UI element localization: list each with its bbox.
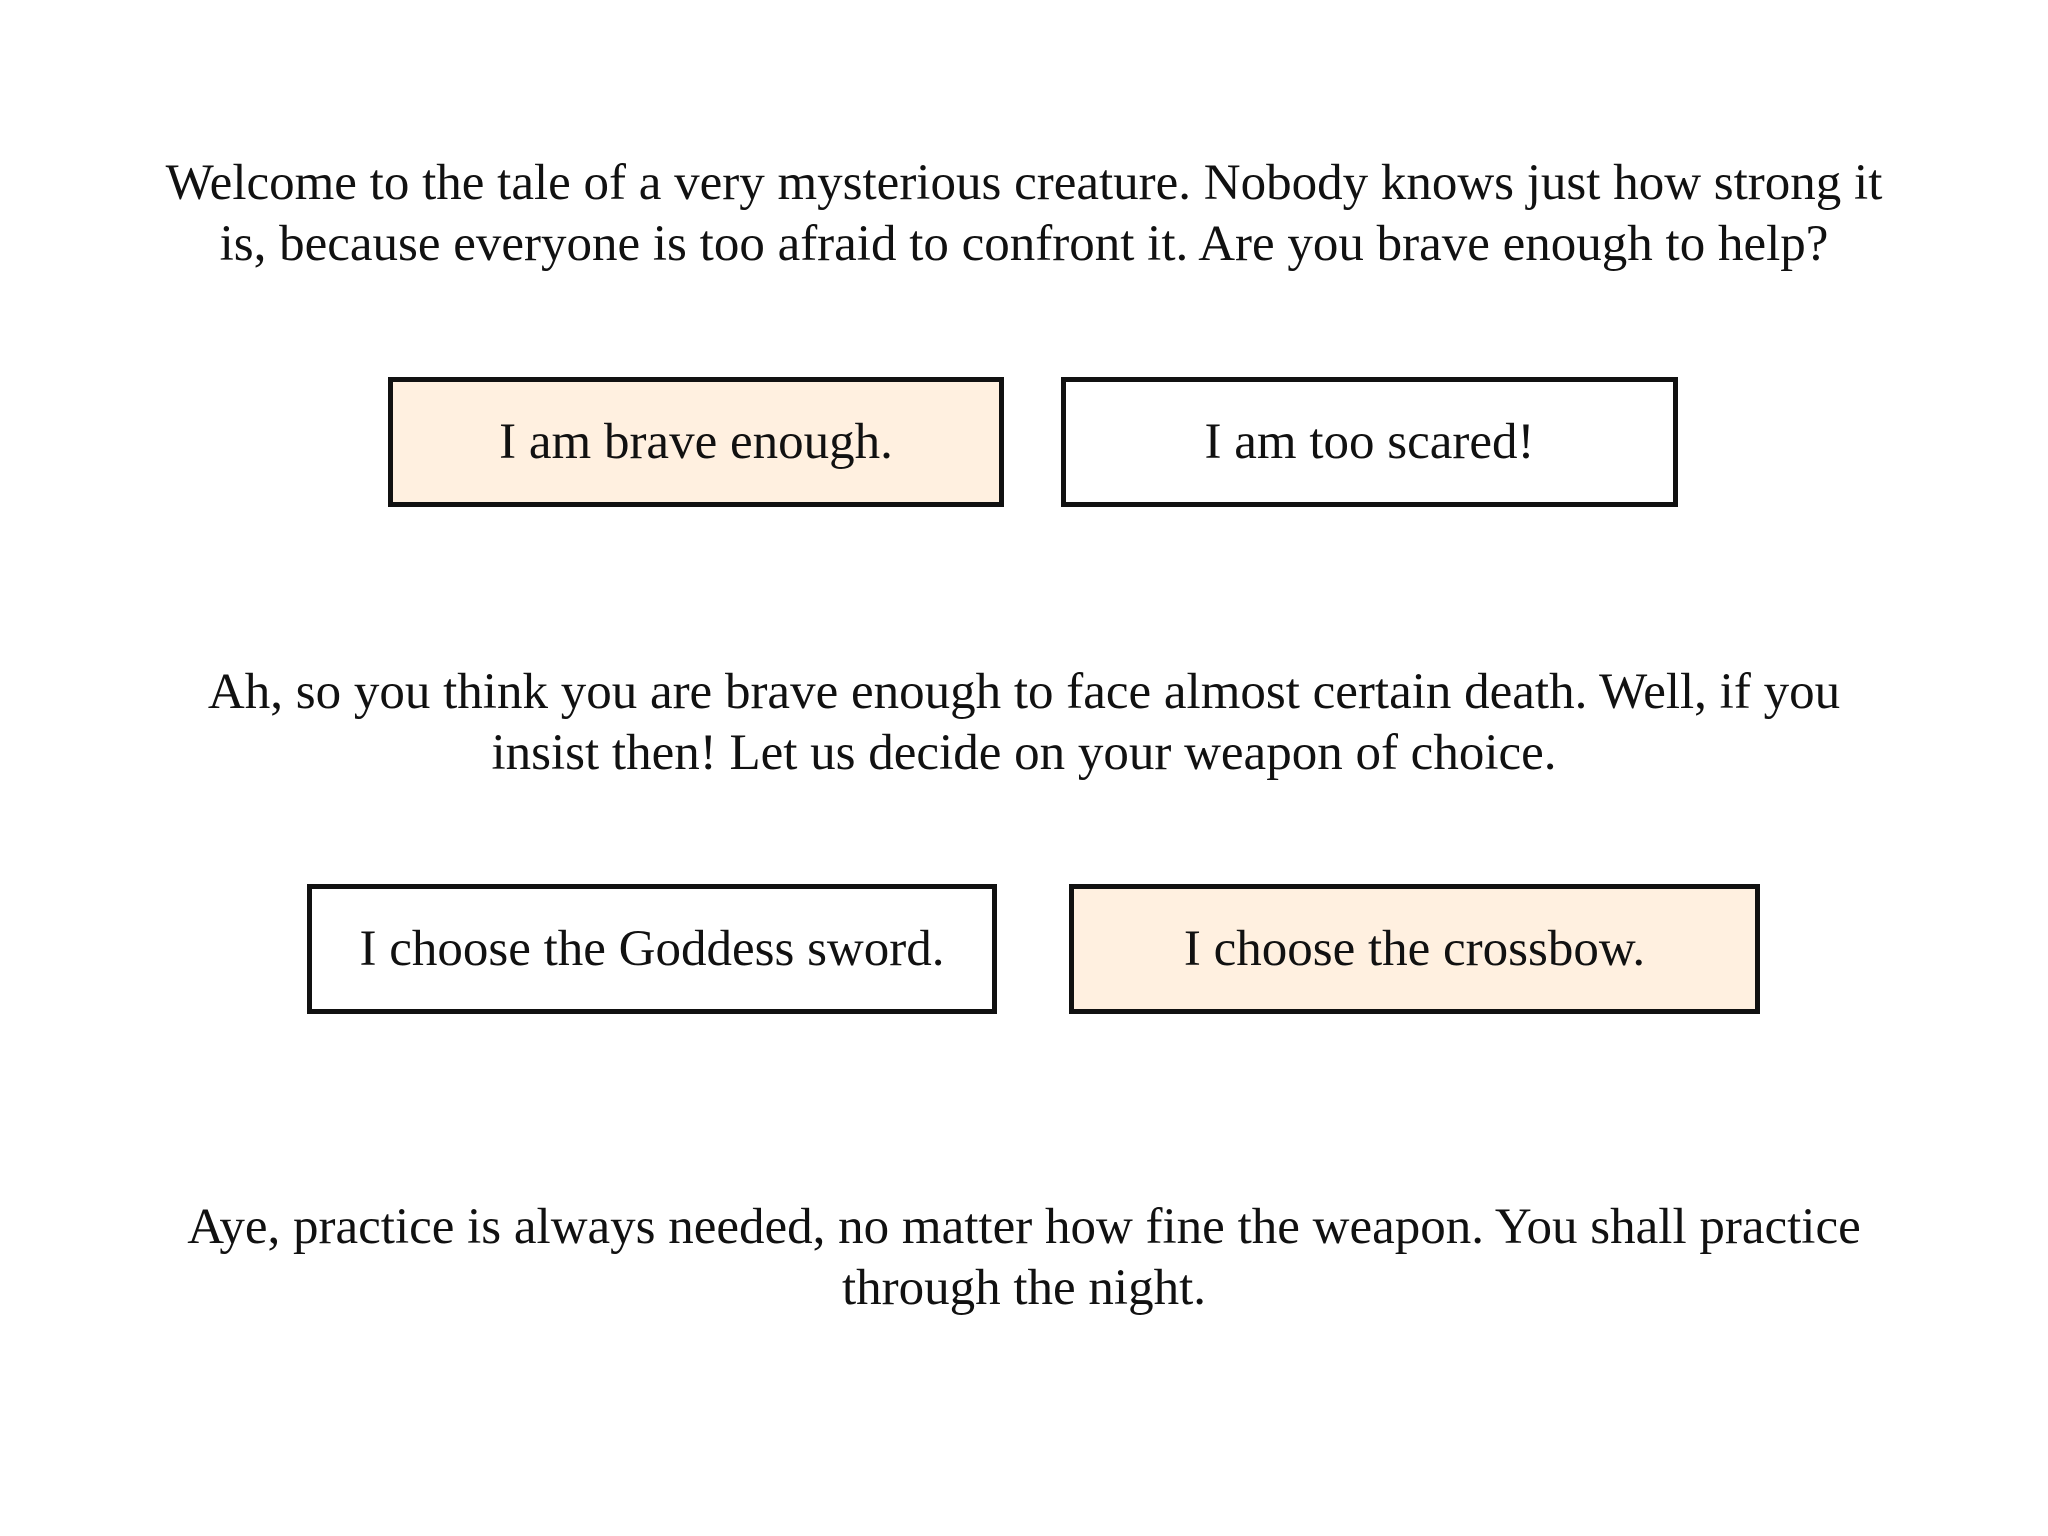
choice-crossbow-button[interactable]: I choose the crossbow. <box>1069 884 1760 1014</box>
choice-too-scared-button[interactable]: I am too scared! <box>1061 377 1678 507</box>
story-line: Ah, so you think you are brave enough to face almost certain death. Well, if you <box>207 664 1841 720</box>
story-passage-intro <box>0 153 2048 275</box>
story-line: insist then! Let us decide on your weapon of choice. <box>491 725 1557 781</box>
story-passage-weapon <box>0 662 2048 784</box>
choice-group-courage <box>0 377 2048 513</box>
story-line: Welcome to the tale of a very mysterious creature. Nobody knows just how strong it <box>165 155 1883 211</box>
choice-group-weapon <box>0 884 2048 1020</box>
choice-goddess-sword-button[interactable]: I choose the Goddess sword. <box>307 884 997 1014</box>
choice-brave-enough-button[interactable]: I am brave enough. <box>388 377 1004 507</box>
story-line: Aye, practice is always needed, no matter how fine the weapon. You shall practice <box>187 1199 1861 1255</box>
story-line: through the night. <box>841 1260 1207 1316</box>
story-passage-practice <box>0 1197 2048 1319</box>
story-line: is, because everyone is too afraid to confront it. Are you brave enough to help? <box>219 216 1829 272</box>
